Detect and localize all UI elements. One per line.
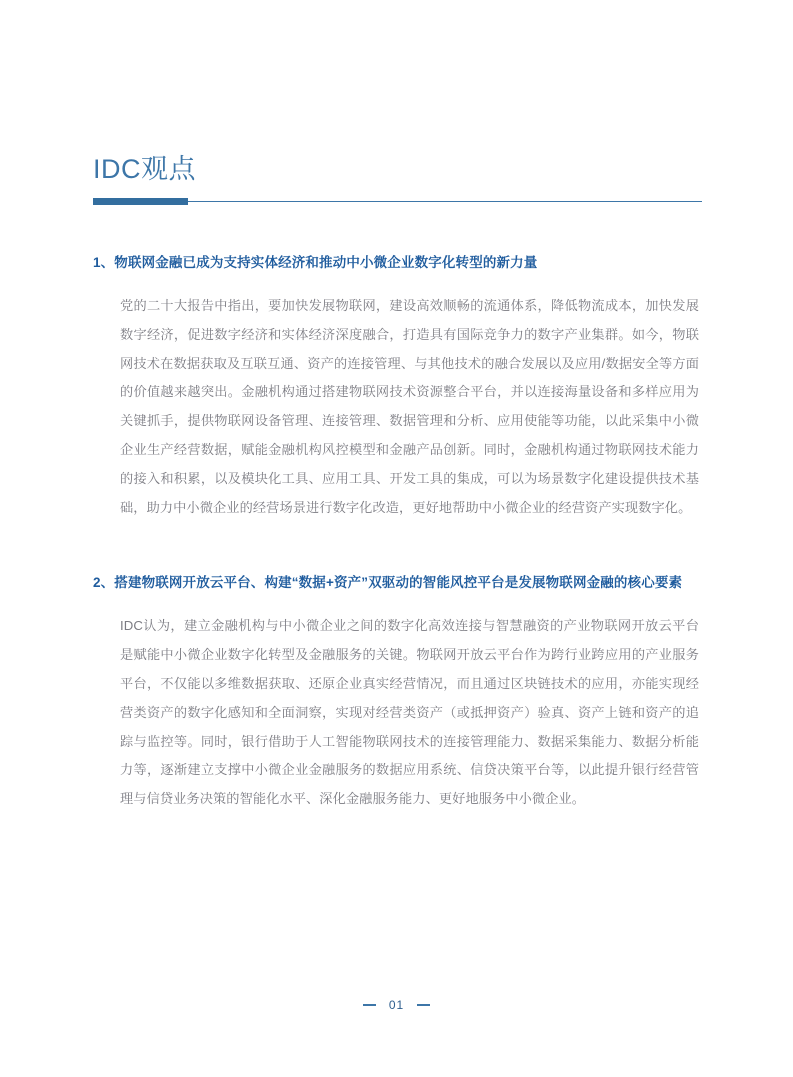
section-paragraph-2: IDC认为，建立金融机构与中小微企业之间的数字化高效连接与智慧融资的产业物联网开放云平台是赋能中小微企业数字化转型及金融服务的关键。物联网开放云平台作为跨行业跨应用的产业服务平台，不仅能以多维数据获取、还原企业真实经营情况，而且通过区块链技术的应用，亦能实现经营类资产的数字化感知和全面洞察，实现对经营类资产（或抵押资产）验真、资产上链和资产的追踪与监控等。同时，银行借助于人工智能物联网技术的连接管理能力、数据采集能力、数据分析能力等，逐渐建立支撑中小微企业金融服务的数据应用系统、信贷决策平台等，以此提升银行经营管理与信贷业务决策的智能化水平、深化金融服务能力、更好地服务中小微企业。 xyxy=(120,618,699,807)
section-spacer xyxy=(93,522,703,572)
section-paragraph-1: 党的二十大报告中指出，要加快发展物联网，建设高效顺畅的流通体系，降低物流成本，加快发展数字经济，促进数字经济和实体经济深度融合，打造具有国际竞争力的数字产业集群。如今，物联网技术在数据获取及互联互通、资产的连接管理、与其他技术的融合发展以及应用/数据安全等方面的价值越来越突出。金融机构通过搭建物联网技术资源整合平台，并以连接海量设备和多样应用为关键抓手，提供物联网设备管理、连接管理、数据管理和分析、应用使能等功能，以此采集中小微企业生产经营数据，赋能金融机构风控模型和金融产品创新。同时，金融机构通过物联网技术能力的接入和积累，以及模块化工具、应用工具、开发工具的集成，可以为场景数字化建设提供技术基础，助力中小微企业的经营场景进行数字化改造，更好地帮助中小微企业的经营资产实现数字化。 xyxy=(120,298,699,515)
page-number: 01 xyxy=(388,998,405,1012)
title-divider xyxy=(93,198,702,205)
page-title: IDC观点 xyxy=(93,154,196,184)
document-content xyxy=(93,252,703,814)
divider-thick-segment xyxy=(93,198,188,205)
section-block-2 xyxy=(93,572,703,814)
section-heading-2: 2、搭建物联网开放云平台、构建“数据+资产”双驱动的智能风控平台是发展物联网金融的核心要素 xyxy=(93,575,683,591)
section-heading-1: 1、物联网金融已成为支持实体经济和推动中小微企业数字化转型的新力量 xyxy=(93,255,538,270)
section-header xyxy=(93,152,703,205)
footer-dash-right-icon xyxy=(417,1004,430,1006)
page-footer xyxy=(0,998,793,1012)
footer-dash-left-icon xyxy=(363,1004,376,1006)
section-block-1 xyxy=(93,252,703,522)
